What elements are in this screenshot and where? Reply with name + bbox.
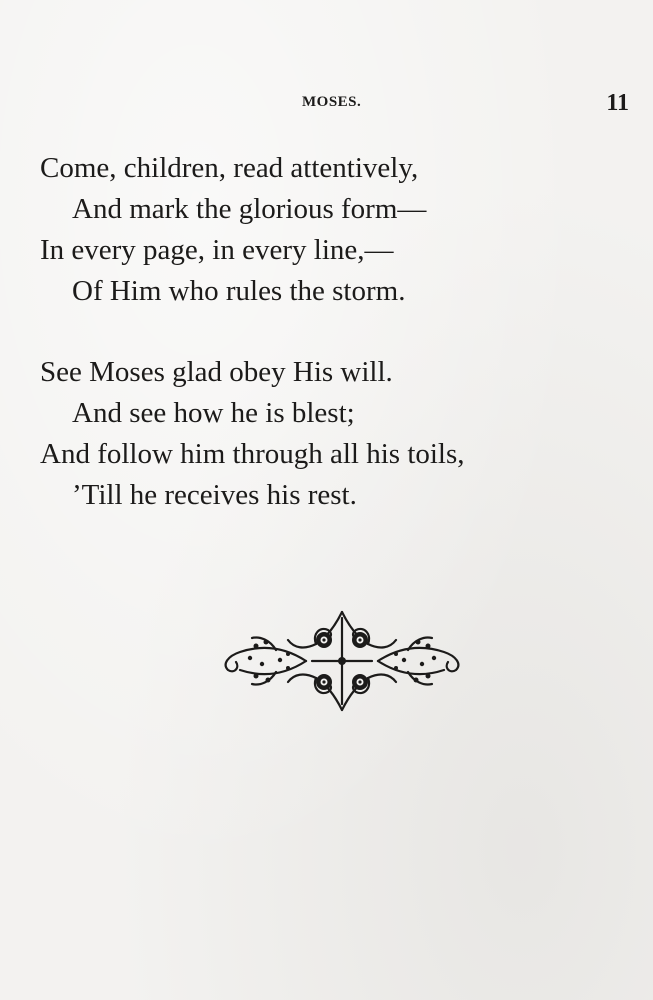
poem bbox=[40, 148, 630, 556]
poem-line: And see how he is blest; bbox=[72, 397, 355, 429]
running-head bbox=[0, 92, 653, 116]
poem-line: See Moses glad obey His will. bbox=[40, 356, 393, 388]
poem-line: ’Till he receives his rest. bbox=[72, 479, 357, 511]
poem-line: And follow him through all his toils, bbox=[40, 438, 465, 470]
floral-vignette-icon bbox=[216, 608, 468, 714]
page-number: 11 bbox=[606, 90, 629, 116]
poem-line: In every page, in every line,— bbox=[40, 234, 394, 266]
poem-line: Come, children, read attentively, bbox=[40, 152, 419, 184]
poem-line: Of Him who rules the storm. bbox=[72, 275, 406, 307]
stanza-1 bbox=[40, 148, 630, 312]
poem-line: And mark the glorious form— bbox=[72, 193, 427, 225]
running-title: MOSES. bbox=[302, 94, 362, 110]
stanza-2 bbox=[40, 352, 630, 516]
